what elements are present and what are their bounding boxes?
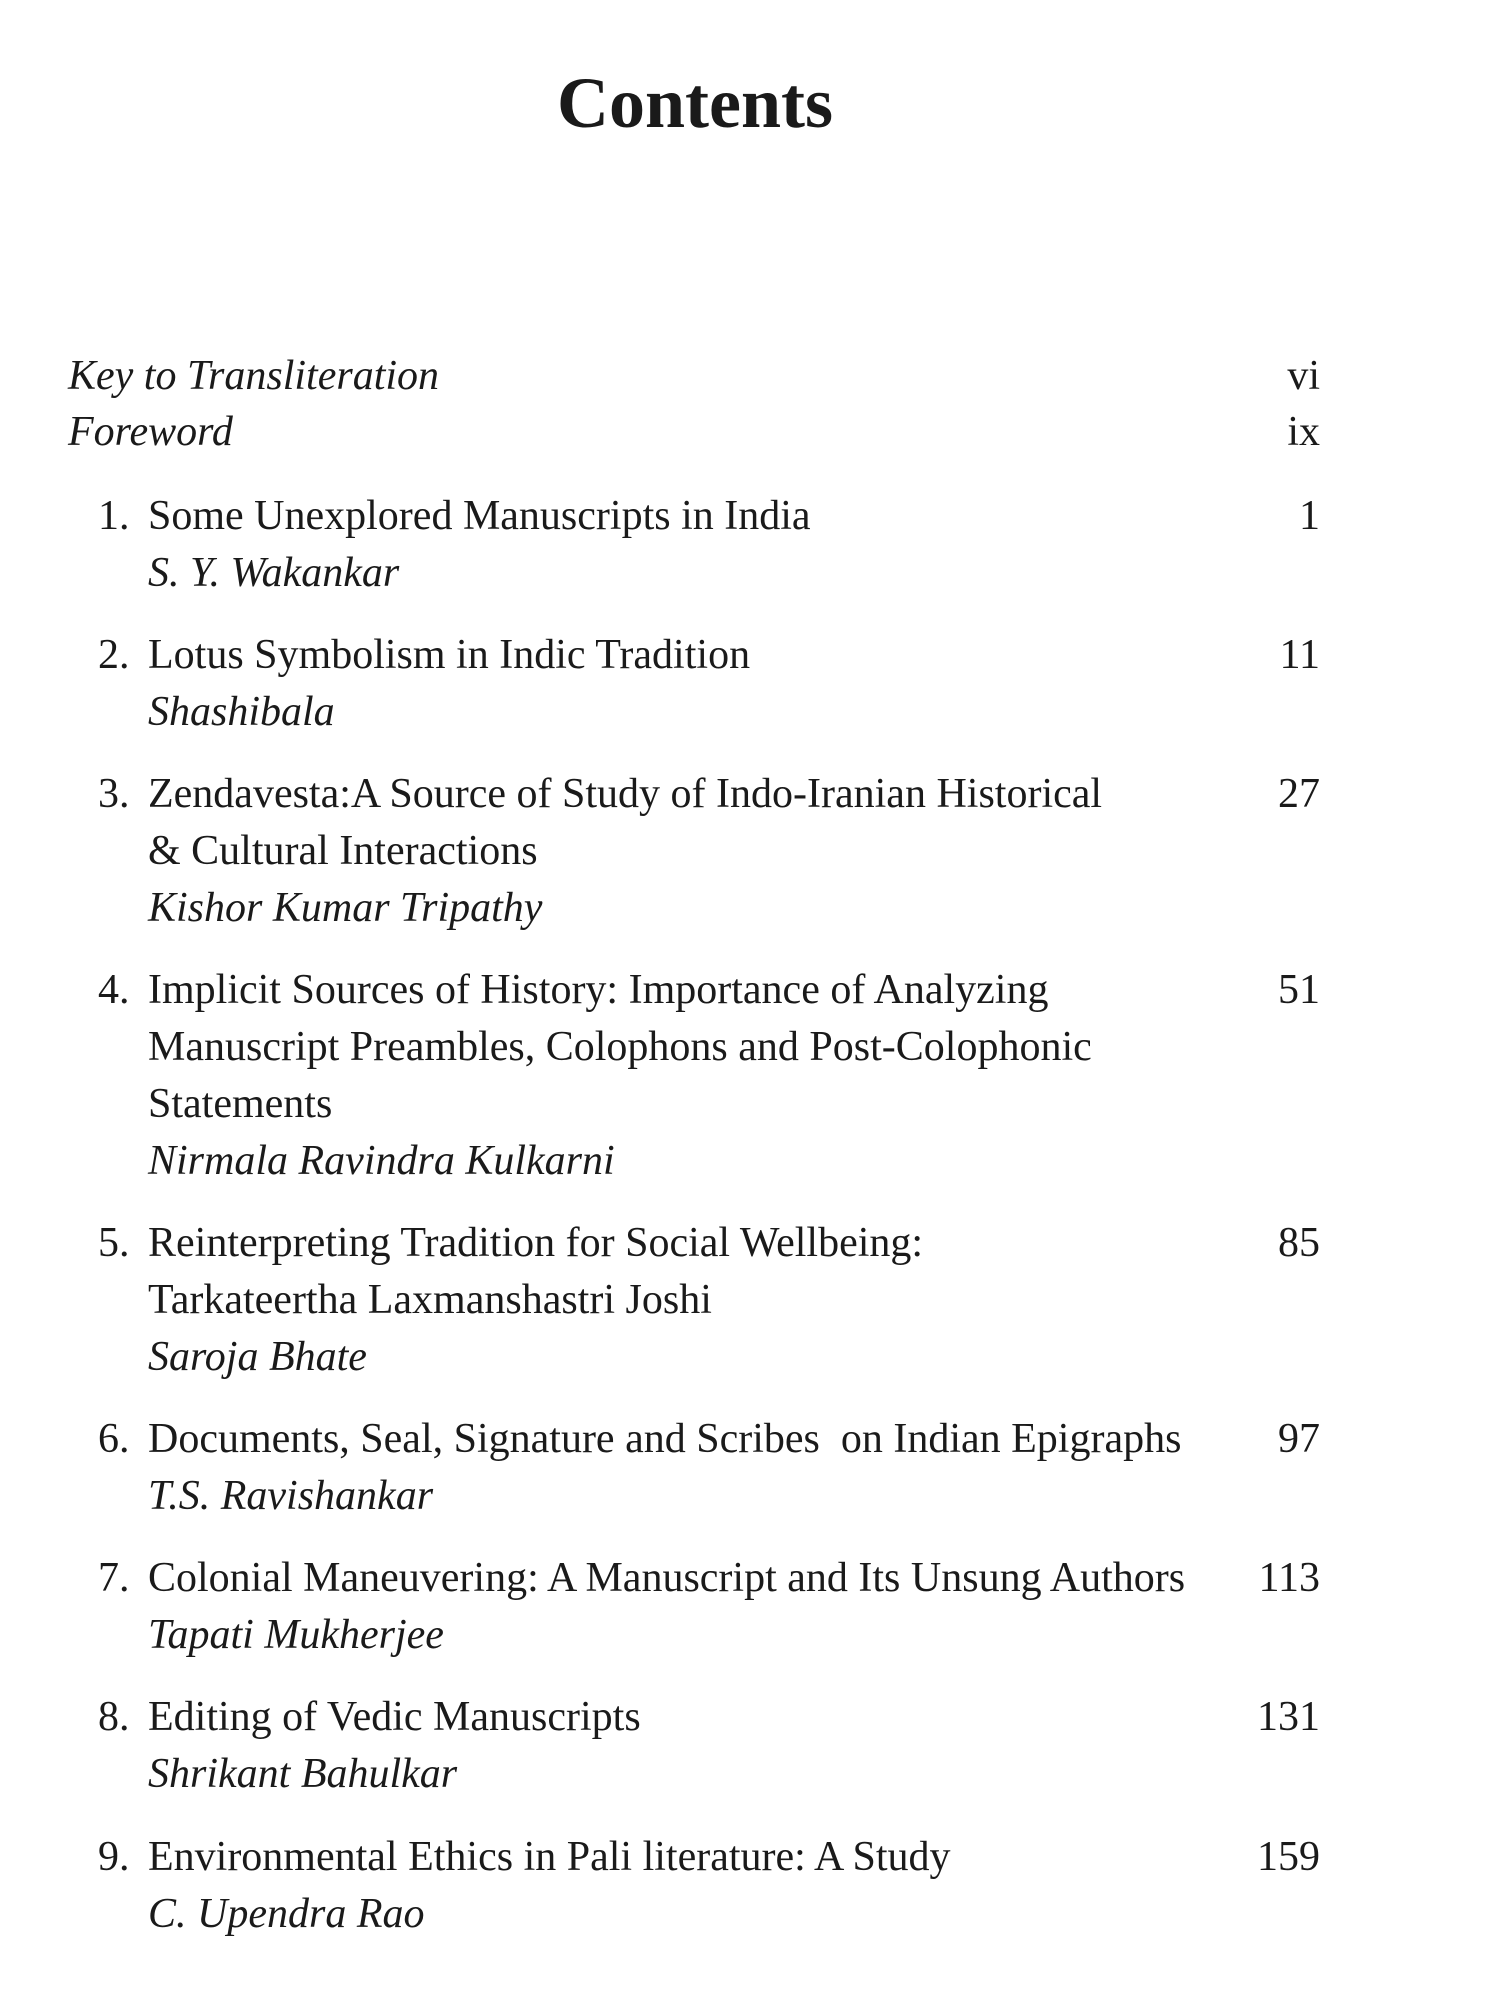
chapter-title-line: Editing of Vedic Manuscripts: [148, 1694, 641, 1740]
front-matter-title: Key to Transliteration: [68, 353, 440, 399]
chapter-entry: [98, 1689, 1320, 1803]
chapter-author: C. Upendra Rao: [148, 1891, 425, 1937]
chapter-author: Nirmala Ravindra Kulkarni: [148, 1138, 615, 1184]
chapter-entry: [98, 1829, 1320, 1943]
chapter-page-number: 159: [1257, 1834, 1320, 1880]
chapter-author: Shashibala: [148, 689, 335, 735]
chapter-page-number: 11: [1279, 632, 1320, 678]
chapter-entry: [98, 1215, 1320, 1386]
chapter-title-line: Some Unexplored Manuscripts in India: [148, 493, 811, 539]
chapter-title-line: Documents, Seal, Signature and Scribes on Indian Epigraphs: [148, 1416, 1182, 1462]
chapter-author: T.S. Ravishankar: [148, 1473, 434, 1519]
chapter-page-number: 85: [1278, 1220, 1320, 1266]
chapter-body: [148, 1215, 1193, 1386]
chapter-number: 5.: [98, 1220, 130, 1266]
chapter-entry: [98, 766, 1320, 937]
chapter-entry: [98, 488, 1320, 602]
chapter-title-line: Implicit Sources of History: Importance of Analyzing: [148, 967, 1049, 1013]
chapter-author: Shrikant Bahulkar: [148, 1751, 458, 1797]
chapter-body: [148, 1411, 1193, 1525]
page-number: vi: [1287, 353, 1320, 399]
chapter-author: S. Y. Wakankar: [148, 550, 400, 596]
chapter-number: 7.: [98, 1555, 130, 1601]
chapter-body: [148, 488, 1193, 602]
chapter-body: [148, 962, 1193, 1190]
front-matter-row: [68, 404, 1320, 460]
chapter-number: 3.: [98, 771, 130, 817]
chapter-page-number: 1: [1299, 493, 1320, 539]
chapter-title-line: Manuscript Preambles, Colophons and Post-Colophonic: [148, 1024, 1092, 1070]
chapter-entry: [98, 1411, 1320, 1525]
chapter-title-line: Tarkateertha Laxmanshastri Joshi: [148, 1277, 712, 1323]
chapter-page-number: 51: [1278, 967, 1320, 1013]
chapter-page-number: 27: [1278, 771, 1320, 817]
chapter-entry: [98, 1550, 1320, 1664]
chapter-body: [148, 766, 1193, 937]
chapter-entry: [98, 962, 1320, 1190]
chapter-page-number: 97: [1278, 1416, 1320, 1462]
front-matter-row: [68, 348, 1320, 404]
chapter-number: 9.: [98, 1834, 130, 1880]
chapter-title-line: & Cultural Interactions: [148, 828, 538, 874]
chapter-author: Kishor Kumar Tripathy: [148, 885, 543, 931]
chapter-author: Saroja Bhate: [148, 1334, 367, 1380]
chapter-title-line: Statements: [148, 1081, 333, 1127]
front-matter-title: Foreword: [68, 409, 233, 455]
page-title: Contents: [556, 63, 833, 143]
chapter-title-line: Colonial Maneuvering: A Manuscript and Its Unsung Authors: [148, 1555, 1186, 1601]
chapter-title-line: Reinterpreting Tradition for Social Wellbeing:: [148, 1220, 924, 1266]
chapter-page-number: 131: [1257, 1694, 1320, 1740]
chapter-page-number: 113: [1258, 1555, 1320, 1601]
chapter-body: [148, 627, 1193, 741]
chapter-title-line: Zendavesta:A Source of Study of Indo-Iranian Historical: [148, 771, 1103, 817]
chapter-body: [148, 1550, 1193, 1664]
chapter-body: [148, 1689, 1193, 1803]
chapter-number: 6.: [98, 1416, 130, 1462]
chapter-number: 1.: [98, 493, 130, 539]
chapter-title-line: Environmental Ethics in Pali literature: A Study: [148, 1834, 951, 1880]
chapter-entry: [98, 627, 1320, 741]
chapter-body: [148, 1829, 1193, 1943]
chapter-author: Tapati Mukherjee: [148, 1612, 444, 1658]
page-number: ix: [1287, 409, 1320, 455]
chapter-title-line: Lotus Symbolism in Indic Tradition: [148, 632, 751, 678]
chapter-number: 4.: [98, 967, 130, 1013]
chapter-number: 8.: [98, 1694, 130, 1740]
chapter-number: 2.: [98, 632, 130, 678]
